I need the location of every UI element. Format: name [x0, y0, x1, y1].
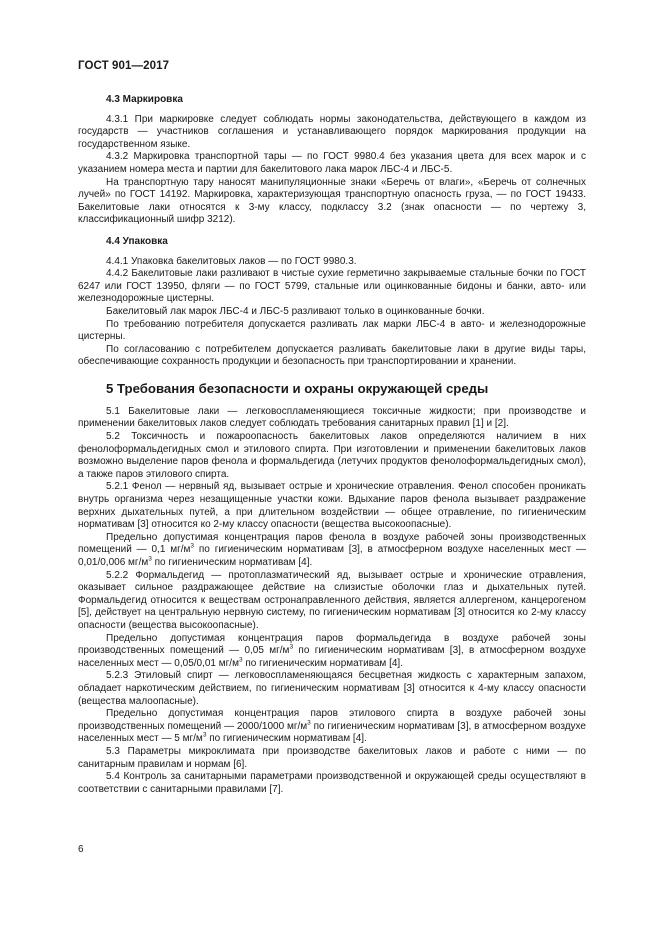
paragraph-4-3-1: 4.3.1 При маркировке следует соблюдать нормы законодательства, действующего в каждом из государств — участников соглашения и устанавливающего порядок маркирования продукции на государственном языке.	[78, 113, 586, 150]
paragraph-5-4: 5.4 Контроль за санитарными параметрами производственной и окружающей среды осуществляют в соответствии с санитарными правилами [7].	[78, 771, 586, 795]
paragraph-5-2-2: 5.2.2 Формальдегид — протоплазматический яд, вызывает острые и хронические отравления, оказывает сильное раздражающее действие на слизистые оболочки глаз и дыхательных путей. Формальдегид относится к веществам остронаправленного действия, является аллергеном, канцерогеном [5], действует на центральную нервную систему, по гигиеническим нормативам [3] относится ко 2-му классу опасности (вещества высокоопасные).	[78, 569, 586, 631]
paragraph-5-1: 5.1 Бакелитовые лаки — легковоспламеняющиеся токсичные жидкости; при производстве и применении бакелитовых лаков следует соблюдать требования санитарных правил [1] и [2].	[78, 405, 586, 430]
paragraph-5-2-2-mpc: Предельно допустимая концентрация паров формальдегида в воздухе рабочей зоны производственных помещений — 0,05 $мг/м^3$ по гигиеническим нормативам [3], в атмосферном воздухе населенных мест — 0,05/0,01 $мг/м^3$ по гигиеническим нормативам [4].	[78, 632, 586, 669]
paragraph-4-4-2-d: По согласованию с потребителем допускается разливать бакелитовые лаки в другие виды тары, обеспечивающие сохранность продукции и безопасность при транспортировании и хранении.	[78, 343, 586, 368]
paragraph-5-2-1-mpc: Предельно допустимая концентрация паров фенола в воздухе рабочей зоны производственных помещений — 0,1 $мг/м^3$ по гигиеническим нормативам [3], в атмосферном воздухе населенных мест — 0,01/0,006 $мг/м^3$ по гигиеническим нормативам [4].	[78, 531, 586, 568]
paragraph-5-2: 5.2 Токсичность и пожароопасность бакелитовых лаков определяются наличием в них фенолоформальдегидных смол и этилового спирта. При изготовлении и применении бакелитовых лаков возможно выделение паров фенола и формальдегида (летучих продуктов фенолоформальдегидных смол), а также паров этилового спирта.	[78, 431, 586, 480]
paragraph-5-2-3-mpc: Предельно допустимая концентрация паров этилового спирта в воздухе рабочей зоны производственных помещений — 2000/1000 $мг/м^3$ по гигиеническим нормативам [3], в атмосферном воздухе населенных мест — 5 $мг/м^3$ по гигиеническим нормативам [4].	[78, 708, 586, 745]
paragraph-5-3: 5.3 Параметры микроклимата при производстве бакелитовых лаков и работе с ними — по санитарным правилам и нормам [6].	[78, 745, 586, 770]
page-number: 6	[78, 844, 84, 855]
document-body	[78, 94, 586, 796]
paragraph-4-4-1: 4.4.1 Упаковка бакелитовых лаков — по ГОСТ 9980.3.	[106, 255, 357, 267]
document-header: ГОСТ 901—2017	[78, 60, 170, 72]
paragraph-4-4-2-c: По требованию потребителя допускается разливать лак марки ЛБС-4 в авто- и железнодорожные цистерны.	[78, 318, 586, 343]
section-5-heading: 5 Требования безопасности и охраны окружающей среды	[106, 380, 489, 396]
section-4-3-heading: 4.3 Маркировка	[106, 94, 183, 105]
section-4-4-heading: 4.4 Упаковка	[106, 235, 168, 247]
paragraph-5-2-1: 5.2.1 Фенол — нервный яд, вызывает острые и хронические отравления. Фенол способен проникать внутрь организма через незащищенные участки кожи. Вдыхание паров фенола вызывает раздражение верхних дыхательных путей, а при длительном воздействии — общее отравление, по гигиеническим нормативам [3] относится ко 2-му классу опасности (вещества высокоопасные).	[78, 481, 586, 531]
paragraph-4-4-2: 4.4.2 Бакелитовые лаки разливают в чистые сухие герметично закрываемые стальные бочки по ГОСТ 6247 или ГОСТ 13950, фляги — по ГОСТ 5799, стальные или оцинкованные бидоны и банки, авто- или железнодорожные цистерны.	[78, 268, 586, 305]
paragraph-5-2-3: 5.2.3 Этиловый спирт — легковоспламеняющаяся бесцветная жидкость с характерным запахом, обладает наркотическим действием, по гигиеническим нормативам [3] относится к 4-му классу опасности (вещества малоопасные).	[78, 670, 586, 707]
paragraph-4-3-2-cont: На транспортную тару наносят манипуляционные знаки «Беречь от влаги», «Беречь от солнечных лучей» по ГОСТ 14192. Маркировка, характеризующая транспортную опасность груза, — по ГОСТ 19433. Бакелитовые лаки относятся к 3-му классу, подклассу 3.2 (знак опасности — по чертежу 3, классификационный шифр 3212).	[78, 176, 586, 226]
paragraph-4-4-2-b: Бакелитовый лак марок ЛБС-4 и ЛБС-5 разливают только в оцинкованные бочки.	[106, 305, 485, 317]
paragraph-4-3-2: 4.3.2 Маркировка транспортной тары — по ГОСТ 9980.4 без указания цвета для всех марок и с указанием номера места и партии для бакелитового лака марок ЛБС-4 и ЛБС-5.	[78, 151, 586, 175]
